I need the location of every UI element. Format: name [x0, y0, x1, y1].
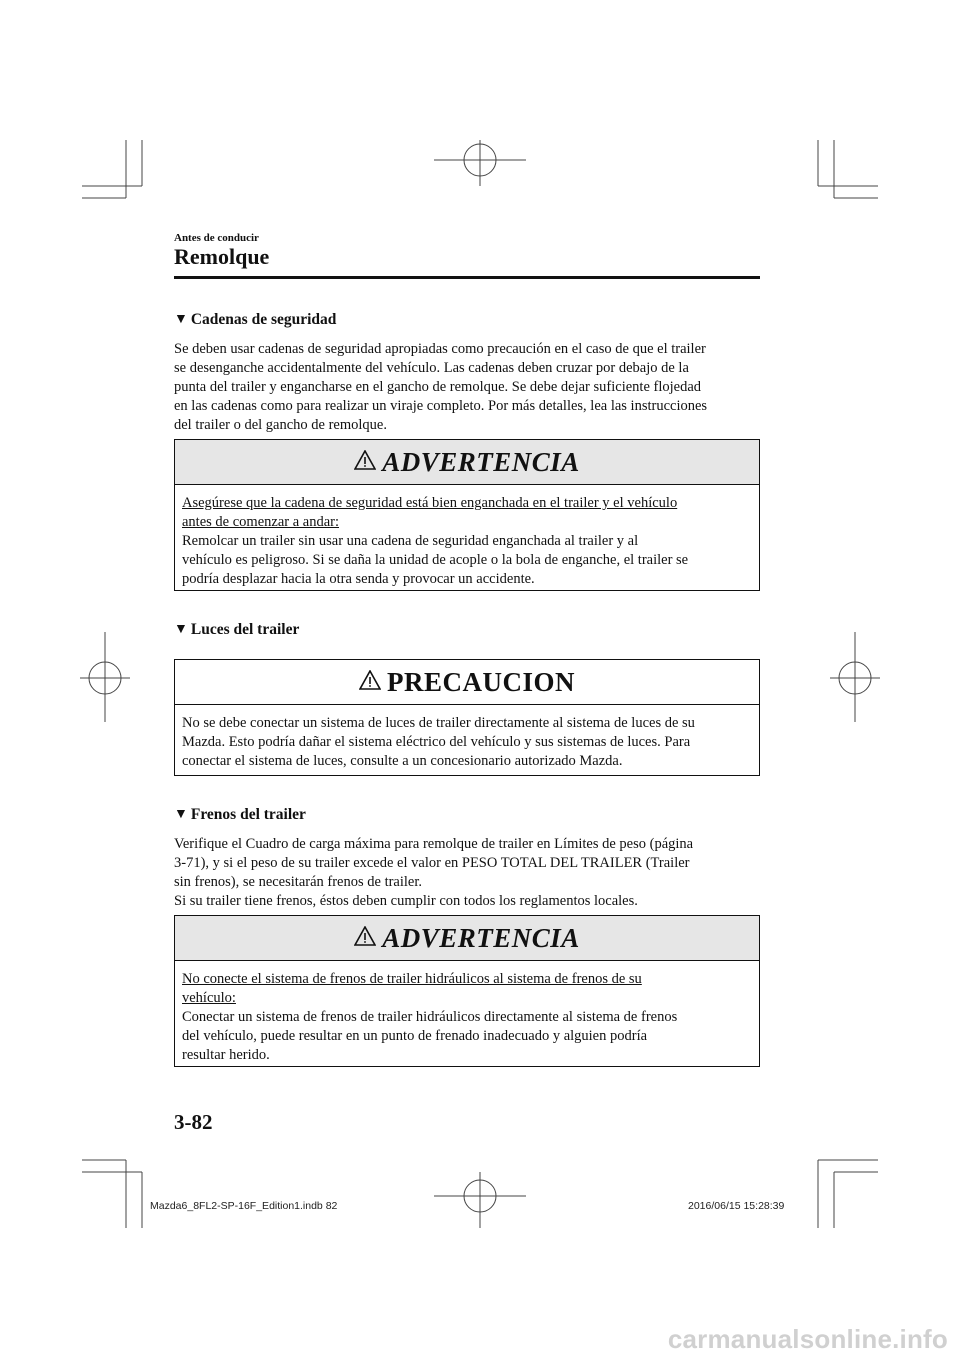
- page-number: 3-82: [174, 1110, 213, 1134]
- warning-box-trailer-brakes: [174, 915, 760, 1067]
- caution-title: PRECAUCION: [386, 666, 575, 697]
- caution-box-trailer-lights: [174, 659, 760, 776]
- paragraph-trailer-brakes: Verifique el Cuadro de carga máxima para remolque de trailer en Límites de peso (página 3-71), y si el peso de su trailer excede el valor en PESO TOTAL DEL TRAILER (Trailer sin frenos), se necesitarán frenos de trailer. Si su trailer tiene frenos, éstos deben cumplir con todos los reglamentos locales.: [174, 836, 694, 909]
- caution-text: No se debe conectar un sistema de luces de trailer directamente al sistema de luces de su Mazda. Esto podría dañar el sistema eléctrico del vehículo y sus sistemas de luces. Para conectar el sistema de luces, consulte a un concesionario autorizado Mazda.: [182, 715, 695, 769]
- warning-header: [175, 916, 759, 961]
- warning-title: ADVERTENCIA: [382, 446, 580, 477]
- warning-text: Asegúrese que la cadena de seguridad está bien enganchada en el trailer y el vehículo antes de comenzar a andar: Remolcar un trailer sin usar una cadena de seguridad enganchada al trailer y al vehículo es peligroso. Si se daña la unidad de acople o la bola de enganche, el trailer se podría desplazar hacia la otra senda y provocar un accidente.: [182, 495, 689, 587]
- paragraph-safety-chains: Se deben usar cadenas de seguridad apropiadas como precaución en el caso de que el trailer se desenganche accidentalmente del vehículo. Las cadenas deben cruzar por debajo de la punta del trailer y engancharse en el gancho de remolque. Se debe dejar suficiente flojedad en las cadenas como para realizar un viraje completo. Por más detalles, lea las instrucciones del trailer o del gancho de remolque.: [174, 341, 708, 433]
- warning-triangle-icon: [359, 670, 381, 695]
- subheading-trailer-lights: ▼ Luces del trailer: [174, 621, 300, 638]
- down-triangle-icon: ▼: [174, 622, 188, 637]
- down-triangle-icon: ▼: [174, 312, 188, 327]
- warning-triangle-icon: [354, 926, 376, 951]
- footer-timestamp: 2016/06/15 15:28:39: [688, 1200, 785, 1212]
- subheading-safety-chains: ▼ Cadenas de seguridad: [174, 311, 337, 328]
- title-rule: [174, 276, 760, 279]
- warning-title: ADVERTENCIA: [382, 922, 580, 953]
- chapter-kicker: Antes de conducir: [174, 232, 259, 244]
- warning-header: [175, 440, 759, 485]
- watermark: carmanualsonline.info: [667, 1324, 948, 1354]
- page-title: Remolque: [174, 244, 270, 269]
- warning-box-safety-chains: [174, 439, 760, 591]
- warning-triangle-icon: [354, 450, 376, 475]
- warning-text: No conecte el sistema de frenos de trailer hidráulicos al sistema de frenos de su vehículo: Conectar un sistema de frenos de trailer hidráulicos directamente al sistema de frenos del vehículo, puede resultar en un punto de frenado inadecuado y alguien podría resultar herido.: [182, 971, 678, 1063]
- down-triangle-icon: ▼: [174, 807, 188, 822]
- subheading-trailer-brakes: ▼ Frenos del trailer: [174, 806, 306, 823]
- footer-file-name: Mazda6_8FL2-SP-16F_Edition1.indb 82: [150, 1200, 338, 1212]
- caution-header: [175, 660, 759, 705]
